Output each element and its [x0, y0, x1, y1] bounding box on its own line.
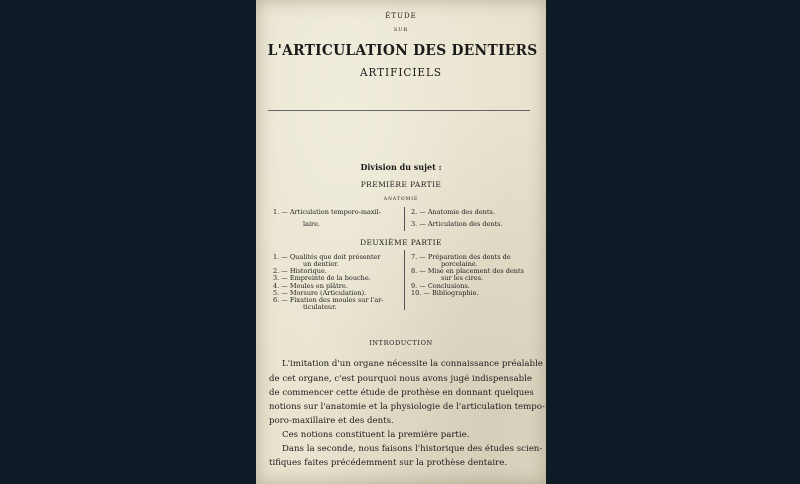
part2-left-line: 3. — Empreinte de la bouche. — [273, 274, 371, 282]
etude-label: ÉTUDE — [385, 12, 417, 20]
introduction-line: Dans la seconde, nous faisons l'historique des études scien- — [282, 444, 543, 454]
part1-divider — [404, 207, 405, 231]
part2-left-line: 2. — Historique. — [273, 267, 327, 275]
part1-right-line: 2. — Anatomie des dents. — [411, 208, 495, 216]
part1-section-label: ANATOMIE — [383, 197, 419, 202]
sur-label: SUR — [393, 27, 409, 33]
introduction-line: de commencer cette étude de prothèse en donnant quelques — [269, 388, 534, 398]
part2-right-line: 9. — Conclusions. — [411, 282, 470, 290]
introduction-heading: INTRODUCTION — [369, 339, 433, 347]
introduction-line: poro-maxillaire et des dents. — [269, 416, 394, 426]
part2-left-line: un dentier. — [303, 260, 339, 268]
part2-left-line: 1. — Qualités que doit présenter — [273, 253, 381, 261]
part2-right-line: sur les cires. — [441, 274, 484, 282]
document-page — [256, 0, 546, 484]
part2-right-line: 8. — Mise en placement des dents — [411, 267, 524, 275]
part2-divider — [404, 250, 405, 310]
part2-right-line: porcelaine. — [441, 260, 478, 268]
title-rule — [268, 110, 530, 111]
introduction-line: notions sur l'anatomie et la physiologie de l'articulation tempo- — [269, 402, 545, 412]
part1-left-line: 1. — Articulation temporo-maxil- — [273, 208, 381, 216]
introduction-line: Ces notions constituent la première partie. — [282, 430, 470, 440]
part1-right-line: 3. — Articulation des dents. — [411, 220, 503, 228]
part2-left-line: ticulateur. — [303, 303, 337, 311]
part2-heading: DEUXIÈME PARTIE — [360, 238, 442, 247]
introduction-line: tifiques faites précédemment sur la prothèse dentaire. — [269, 458, 508, 468]
part1-left-line: laire. — [303, 220, 321, 228]
page-title: L'ARTICULATION DES DENTIERS — [267, 41, 538, 59]
introduction-line: de cet organe, c'est pourquoi nous avons jugé indispensable — [269, 374, 532, 384]
part2-left-line: 4. — Moules en plâtre. — [273, 282, 348, 290]
part2-left-line: 5. — Morsure (Articulation). — [273, 289, 367, 297]
part2-right-line: 10. — Bibliographie. — [411, 289, 479, 297]
division-heading: Division du sujet : — [360, 162, 442, 172]
part1-heading: PREMIÈRE PARTIE — [360, 180, 442, 189]
part2-left-line: 6. — Fixation des moules sur l'ar- — [273, 296, 384, 304]
page-subtitle: ARTIFICIELS — [359, 66, 442, 79]
part2-right-line: 7. — Préparation des dents de — [411, 253, 511, 261]
introduction-line: L'imitation d'un organe nécessite la connaissance préalable — [282, 359, 543, 369]
